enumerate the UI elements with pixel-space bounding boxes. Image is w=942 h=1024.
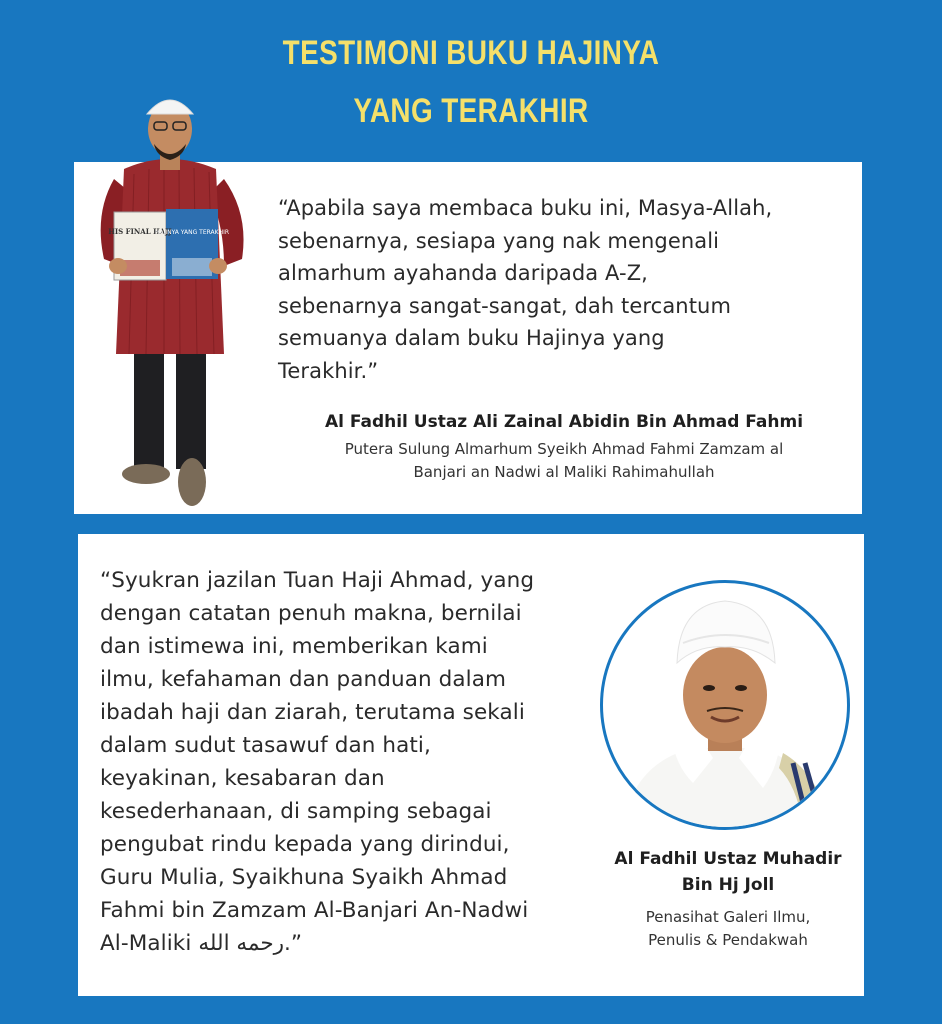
person-photo-1 <box>84 84 254 514</box>
svg-text:HIS FINAL HAJJ: HIS FINAL HAJJ <box>108 227 172 236</box>
page-title-line-1: TESTIMONI BUKU HAJINYA <box>282 34 660 72</box>
testimonial-author-role-2: Penasihat Galeri Ilmu, Penulis & Pendakwah <box>645 908 811 949</box>
svg-text:HAJINYA YANG TERAKHIR: HAJINYA YANG TERAKHIR <box>154 229 230 236</box>
testimonial-author-role-1: Putera Sulung Almarhum Syeikh Ahmad Fahmi Zamzam al Banjari an Nadwi al Maliki Rahimahullah <box>344 440 784 481</box>
testimonial-card-2 <box>78 534 864 996</box>
testimonial-card-1 <box>74 162 862 514</box>
testimonial-quote-2: “Syukran jazilan Tuan Haji Ahmad, yang dengan catatan penuh makna, bernilai dan istimewa ini, memberikan kami ilmu, kefahaman dan panduan dalam ibadah haji dan ziarah, terutama sekali dalam sudut tasawuf dan hati, keyakinan, kesabaran dan kesederhanaan, di samping sebagai pengubat rindu kepada yang dirindui, Guru Mulia, Syaikhuna Syaikh Ahmad Fahmi bin Zamzam Al-Banjari An-Nadwi Al-Maliki رحمه الله.” <box>100 568 535 956</box>
testimonial-quote-1: “Apabila saya membaca buku ini, Masya-Allah, sebenarnya, sesiapa yang nak mengenali almarhum ayahanda daripada A-Z, sebenarnya sangat-sangat, dah tercantum semuanya dalam buku Hajinya yang Terakhir.” <box>278 196 773 383</box>
testimonial-author-name-2: Al Fadhil Ustaz Muhadir Bin Hj Joll <box>614 849 842 895</box>
testimonial-author-name-1: Al Fadhil Ustaz Ali Zainal Abidin Bin Ahmad Fahmi <box>324 412 804 432</box>
person-photo-2 <box>603 583 847 827</box>
page-title-line-2: YANG TERAKHIR <box>353 92 589 130</box>
avatar <box>600 580 850 830</box>
